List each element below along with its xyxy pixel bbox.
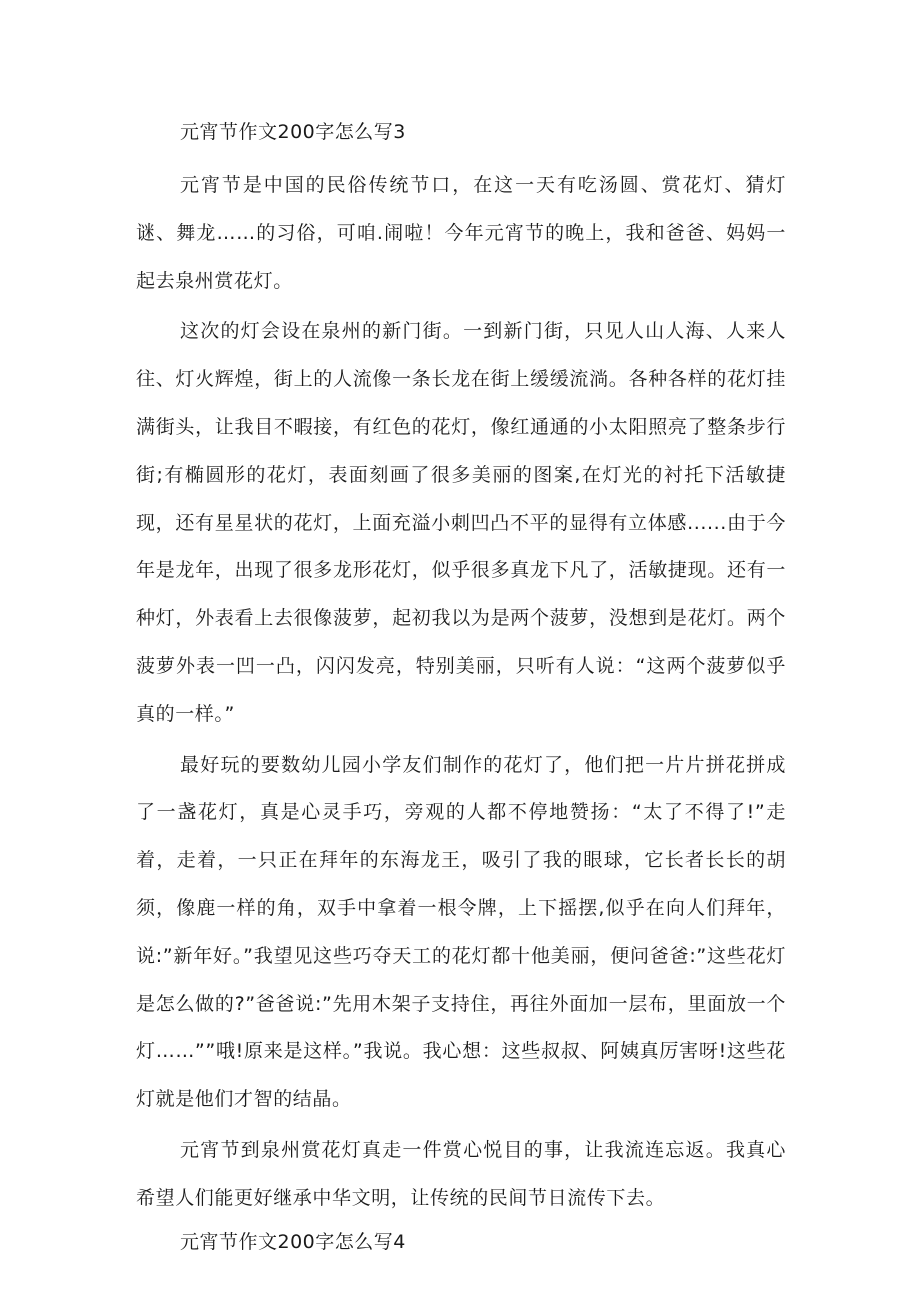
section-title-4: 元宵节作文200字怎么写4 [180, 1230, 406, 1253]
section-title-3: 元宵节作文200字怎么写3 [180, 121, 406, 143]
paragraph-conclusion: 元宵节到泉州赏花灯真走一件赏心悦目的事，让我流连忘返。我真心希望人们能更好继承中华文明，让传统的民间节日流传下去。 [136, 1138, 786, 1209]
paragraph-intro: 元宵节是中国的民俗传统节口，在这一天有吃汤圆、赏花灯、猜灯谜、舞龙……的习俗，可咱.闹啦！今年元宵节的晚上，我和爸爸、妈妈一起去泉州赏花灯。 [136, 174, 786, 292]
paragraph-kindergarten-lanterns: 最好玩的要数幼儿园小学友们制作的花灯了，他们把一片片拼花拼成了一盏花灯，真是心灵手巧，旁观的人都不停地赞扬：“太了不得了!”走着，走着，一只正在拜年的东海龙王，吸引了我的眼球，它长者长长的胡须，像鹿一样的角，双手中拿着一根令牌，上下摇摆,似乎在向人们拜年，说:”新年好。”我望见这些巧夺天工的花灯都十他美丽，便问爸爸:”这些花灯是怎么做的?”爸爸说:”先用木架子支持住，再往外面加一层布，里面放一个灯……””哦!原来是这样。”我说。我心想：这些叔叔、阿姨真厉害呀!这些花灯就是他们才智的结晶。 [136, 753, 786, 1111]
paragraph-lantern-fair: 这次的灯会设在泉州的新门街。一到新门街，只见人山人海、人来人往、灯火辉煌，街上的人流像一条长龙在街上缓缓流淌。各种各样的花灯挂满街头，让我目不暇接，有红色的花灯，像红通通的小太阳照亮了整条步行街;有椭圆形的花灯，表面刻画了很多美丽的图案,在灯光的衬托下活敏捷现，还有星星状的花灯，上面充溢小刺凹凸不平的显得有立体感......由于今年是龙年，出现了很多龙形花灯，似乎很多真龙下凡了，活敏捷现。还有一种灯，外表看上去很像菠萝，起初我以为是两个菠萝，没想到是花灯。两个菠萝外表一凹一凸，闪闪发亮，特别美丽，只听有人说：“这两个菠萝似乎真的一样。” [136, 320, 786, 725]
document-body [136, 116, 786, 1272]
